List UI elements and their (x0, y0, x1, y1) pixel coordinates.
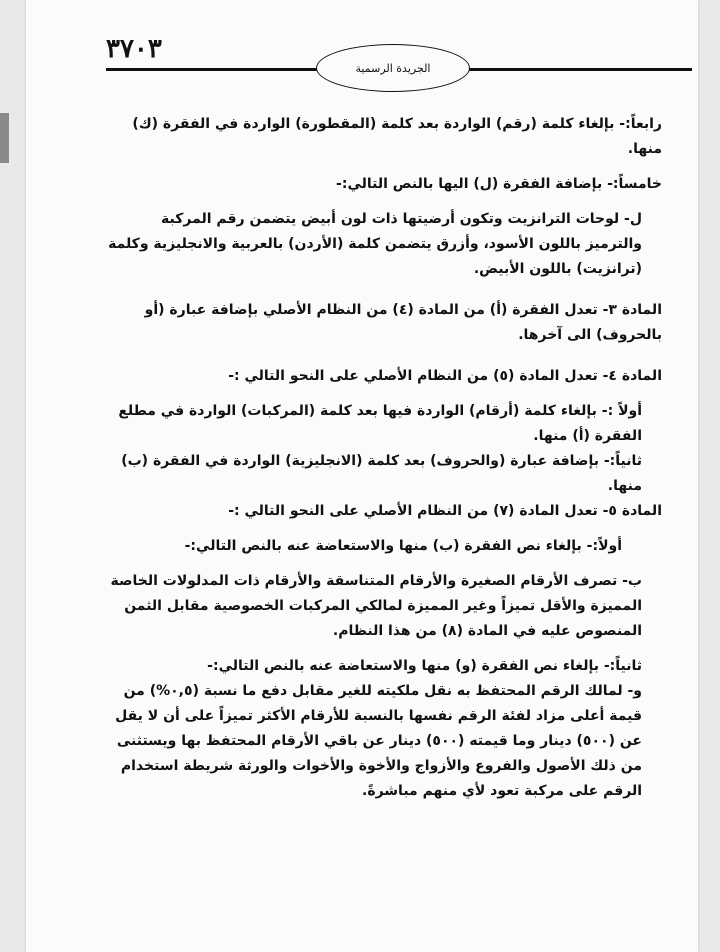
paragraph-fifthly: خامساً:- بإضافة الفقرة (ل) اليها بالنص التالي:- (336, 176, 662, 192)
article-4-first: أولاً :- بإلغاء كلمة (أرقام) الواردة فيها بعد كلمة (المركبات) الواردة في مطلع الفقرة (أ) منها. (118, 403, 642, 444)
gazette-masthead (316, 44, 470, 92)
page-header (26, 0, 698, 100)
article-4-second: ثانياً:- بإضافة عبارة (والحروف) بعد كلمة (الانجليزية) الواردة في الفقرة (ب) منها. (121, 453, 642, 494)
gazette-page (26, 0, 698, 952)
paragraph-fourthly: رابعاً:- بإلغاء كلمة (رقم) الواردة بعد كلمة (المقطورة) الواردة في الفقرة (ك) منها. (132, 116, 662, 157)
article-5-second: ثانياً:- بإلغاء نص الفقرة (و) منها والاستعاضة عنه بالنص التالي:- (207, 658, 642, 674)
page-content (106, 112, 662, 804)
page-number: ٣٧٠٣ (106, 34, 162, 64)
paragraph-clause-b: ب- تصرف الأرقام الصغيرة والأرقام المتناسقة والأرقام ذات المدلولات الخاصة المميزة والأقل تميزاً وغير المميزة لمالكي المركبات الخصوصية مقابل الثمن المنصوص عليه في المادة (٨) من هذا النظام. (110, 573, 642, 639)
masthead-title: الجريدة الرسمية (355, 61, 431, 75)
article-5: المادة ٥- تعدل المادة (٧) من النظام الأصلي على النحو التالي :- (228, 503, 662, 519)
paragraph-clause-l: ل- لوحات الترانزيت وتكون أرضيتها ذات لون أبيض يتضمن رقم المركبة والترميز باللون الأسود، وأزرق يتضمن كلمة (الأردن) بالعربية والانجليزية وكلمة (ترانزيت) باللون الأبيض. (108, 211, 642, 277)
paragraph-clause-w: و- لمالك الرقم المحتفظ به نقل ملكيته للغير مقابل دفع ما نسبة (٠,٥%) من قيمة أعلى مزاد لفئة الرقم نفسها بالنسبة للأرقام الأكثر تميزاً على أن لا يقل عن (٥٠٠) دينار وما قيمته (٥٠٠) دينار عن باقي الأرقام المحتفظ بها ويستثنى من ذلك الأصول والفروع والأزواج والأخوة والأخوات والورثة شريطة استخدام الرقم على مركبة تعود لأي منهم مباشرةً. (115, 683, 642, 799)
scroll-marker (0, 113, 9, 163)
article-4: المادة ٤- تعدل المادة (٥) من النظام الأصلي على النحو التالي :- (228, 368, 662, 384)
article-3: المادة ٣- تعدل الفقرة (أ) من المادة (٤) من النظام الأصلي بإضافة عبارة (أو بالحروف) الى آخرها. (144, 302, 662, 343)
article-5-first: أولاً:- بإلغاء نص الفقرة (ب) منها والاستعاضة عنه بالنص التالي:- (184, 538, 622, 554)
